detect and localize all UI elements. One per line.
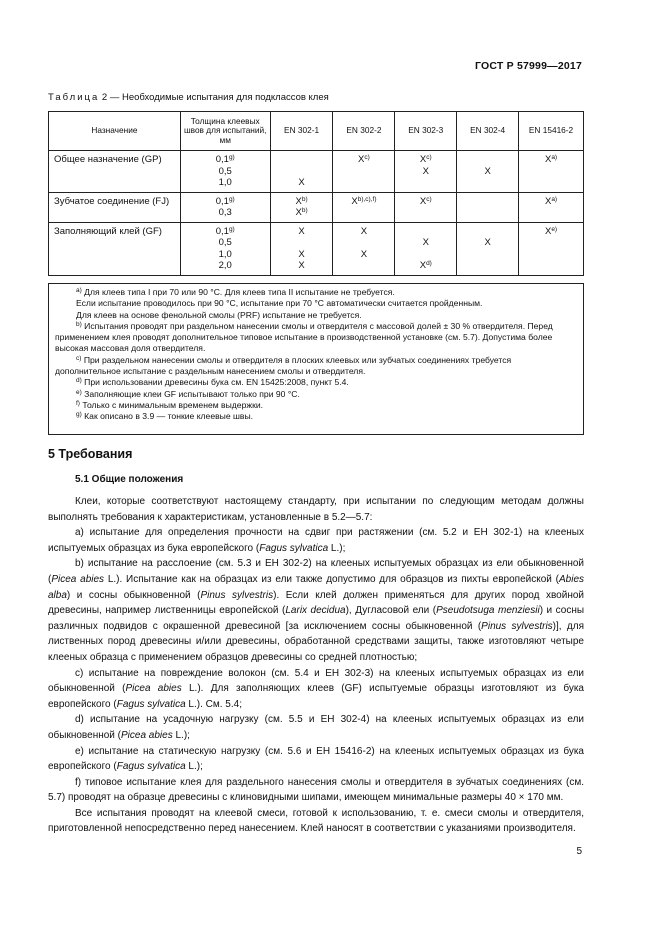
paragraph bbox=[48, 525, 584, 556]
test-mark bbox=[457, 154, 518, 166]
header-en302-3: EN 302-3 bbox=[395, 112, 457, 151]
table-body bbox=[49, 151, 584, 276]
footnote-marker: d) bbox=[76, 377, 82, 385]
test-mark bbox=[519, 207, 583, 219]
row-thickness bbox=[180, 151, 270, 193]
mark-x: X bbox=[298, 225, 305, 237]
test-cell bbox=[333, 151, 395, 193]
header-thickness: Толщина клеевых швов для испытаний, мм bbox=[180, 112, 270, 151]
species-name: Pseudotsuga menziesii bbox=[436, 605, 540, 617]
thickness-value bbox=[181, 196, 270, 208]
text-run: c) испытание на повреждение волокон (см. 5.4 и ЕН 302-3) на клееных испытуемых образцах из ели обыкновенной ( bbox=[48, 667, 584, 695]
thickness-value bbox=[181, 226, 270, 238]
footnote bbox=[55, 298, 577, 309]
test-mark bbox=[333, 196, 394, 208]
text-run: L.); bbox=[172, 729, 190, 741]
test-mark bbox=[333, 226, 394, 238]
species-name: Pinus sylvestris bbox=[200, 589, 274, 601]
species-name: Fagus sylvatica bbox=[116, 761, 186, 773]
test-cell bbox=[270, 151, 333, 193]
text-run: Все испытания проводят на клеевой смеси, готовой к использованию, т. е. смеси смолы и отвердителя, приготовленной непосредственно перед нанесением. Клей наносят в соответствии с указаниями производителя. bbox=[48, 807, 584, 835]
test-mark bbox=[333, 166, 394, 178]
test-cell bbox=[395, 222, 457, 275]
footnote-ref: b),c),f) bbox=[357, 195, 377, 203]
mark-x: X bbox=[484, 165, 491, 177]
test-cell bbox=[457, 222, 519, 275]
paragraph bbox=[48, 712, 584, 743]
test-mark bbox=[457, 249, 518, 261]
thickness-number: 2,0 bbox=[218, 260, 232, 271]
test-mark bbox=[333, 249, 394, 261]
row-purpose: Заполняющий клей (GF) bbox=[49, 222, 181, 275]
thickness-value bbox=[181, 249, 270, 261]
footnote-ref: c) bbox=[426, 195, 432, 203]
text-run: f) типовое испытание клея для раздельного нанесения смолы и отвердителя в зубчатых соединениях (см. 5.7) проводят на образце древесины с клиновидными шипами, имеющем минимальные размеры 40 × 170 мм. bbox=[48, 776, 584, 804]
footnote bbox=[55, 310, 577, 321]
footnote-ref: a) bbox=[551, 195, 558, 203]
footnote-marker: a) bbox=[76, 287, 82, 294]
test-mark bbox=[519, 196, 583, 208]
test-cell bbox=[519, 151, 584, 193]
subsection-title: 5.1 Общие положения bbox=[75, 474, 184, 485]
row-purpose: Общее назначение (GP) bbox=[49, 151, 181, 193]
table-row bbox=[49, 192, 584, 222]
text-run: a) испытание для определения прочности на сдвиг при растяжении (см. 5.2 и ЕН 302-1) на клееных испытуемых образцах из бука европейского ( bbox=[48, 527, 584, 554]
mark-x: X bbox=[419, 154, 427, 165]
footnote-text: При использовании древесины бука см. EN 15425:2008, пункт 5.4. bbox=[84, 377, 349, 388]
test-cell bbox=[333, 192, 395, 222]
test-mark bbox=[519, 260, 583, 272]
mark-x: X bbox=[360, 225, 368, 237]
species-name: Fagus sylvatica bbox=[259, 542, 329, 554]
test-mark bbox=[457, 260, 518, 272]
mark-x: X bbox=[358, 154, 365, 165]
header-en15416-2: EN 15416-2 bbox=[519, 112, 584, 151]
test-mark bbox=[271, 196, 333, 208]
test-mark bbox=[519, 226, 583, 238]
text-run: ). Если клей должен применяться для других пород хвойной древесины, например лиственницы европейской ( bbox=[48, 589, 585, 617]
test-mark bbox=[457, 207, 518, 219]
footnote-marker: b) bbox=[76, 320, 82, 328]
thickness-value bbox=[181, 154, 270, 166]
test-cell bbox=[457, 151, 519, 193]
test-cell bbox=[519, 222, 584, 275]
table-row bbox=[49, 222, 584, 275]
footnote bbox=[55, 400, 577, 411]
footnote-text: При раздельном нанесении смолы и отвердителя в плоских клеевых или зубчатых соединениях требуется дополнительное испытание с раздельным нанесением смолы и отвердителя. bbox=[55, 354, 512, 377]
table-caption-text: 2 — Необходимые испытания для подклассов клея bbox=[101, 92, 329, 103]
paragraph bbox=[48, 666, 584, 713]
standard-number: ГОСТ Р 57999—2017 bbox=[474, 60, 582, 72]
footnote-text: Если испытание проводилось при 90 °C, испытание при 70 °C автоматически считается пройденным. bbox=[76, 298, 483, 309]
thickness-value bbox=[181, 237, 270, 249]
text-run: L.). Для заполняющих клеев (GF) испытуемые образцы изготовляют из бука европейского ( bbox=[48, 683, 584, 710]
table-caption bbox=[48, 92, 329, 103]
test-cell bbox=[395, 151, 457, 193]
mark-x: X bbox=[298, 260, 305, 271]
footnote bbox=[55, 321, 577, 355]
mark-x: X bbox=[419, 195, 427, 207]
row-thickness bbox=[180, 222, 270, 275]
body-text bbox=[48, 494, 584, 837]
test-mark bbox=[271, 177, 333, 189]
species-name: Pinus sylvestris bbox=[481, 620, 553, 632]
footnote-ref: b) bbox=[301, 195, 308, 203]
test-mark bbox=[457, 166, 518, 178]
text-run: ) и сосны обыкновенной ( bbox=[66, 589, 201, 601]
test-mark bbox=[395, 196, 456, 208]
text-run: ), Дугласовой ели ( bbox=[345, 605, 437, 617]
text-run: ) и сосны различных подвидов с окрашенной древесиной [за исключением сосны обыкновенной ( bbox=[48, 605, 585, 632]
test-cell bbox=[457, 192, 519, 222]
footnote bbox=[55, 389, 577, 400]
test-mark bbox=[519, 237, 583, 249]
test-mark bbox=[333, 207, 394, 219]
test-mark bbox=[519, 154, 583, 166]
header-en302-4: EN 302-4 bbox=[457, 112, 519, 151]
mark-x: X bbox=[544, 195, 552, 207]
footnote-ref: c) bbox=[364, 154, 370, 161]
test-mark bbox=[395, 207, 456, 219]
footnote-text: Испытания проводят при раздельном нанесении смолы и отвердителя с массовой долей ± 30 % отвердителя. Перед применением клея проводят дополнительное типовое испытание в производственной установке (см. 5.7). Допустима более высокая массовая доля отвердителя. bbox=[55, 320, 553, 354]
text-run: L.). Испытание как на образцах из ели также допустимо для образцов из пихты европейской ( bbox=[104, 573, 559, 585]
species-name: Picea abies bbox=[121, 729, 173, 741]
thickness-number: 1,0 bbox=[218, 248, 232, 260]
row-purpose: Зубчатое соединение (FJ) bbox=[49, 192, 181, 222]
mark-x: X bbox=[422, 237, 429, 248]
species-name: Fagus sylvatica bbox=[116, 698, 186, 710]
paragraph bbox=[48, 775, 584, 806]
thickness-number: 0,5 bbox=[218, 165, 232, 177]
test-mark bbox=[457, 226, 518, 238]
test-mark bbox=[395, 260, 456, 272]
test-mark bbox=[395, 249, 456, 261]
paragraph bbox=[48, 494, 584, 525]
text-run: L.). См. 5.4; bbox=[185, 698, 242, 710]
mark-x: X bbox=[351, 195, 358, 207]
mark-x: X bbox=[360, 248, 368, 260]
header-en302-2: EN 302-2 bbox=[333, 112, 395, 151]
test-mark bbox=[271, 226, 333, 238]
table-footnotes bbox=[48, 283, 584, 435]
table-header-row bbox=[49, 112, 584, 151]
test-mark bbox=[271, 249, 333, 261]
test-cell bbox=[395, 192, 457, 222]
footnote-text: Как описано в 3.9 — тонкие клеевые швы. bbox=[84, 411, 254, 422]
test-mark bbox=[457, 196, 518, 208]
footnote-text: Заполняющие клеи GF испытывают только при 90 °C. bbox=[84, 388, 300, 399]
thickness-number: 0,5 bbox=[218, 237, 232, 248]
table-row bbox=[49, 151, 584, 193]
footnote-ref: a) bbox=[551, 154, 558, 161]
footnote-ref: g) bbox=[228, 195, 235, 203]
text-run: Клеи, которые соответствуют настоящему стандарту, при испытании по следующим методам должны выполнять требования к характеристикам, установленные в 5.2—5.7: bbox=[48, 496, 584, 523]
text-run: L.); bbox=[185, 761, 203, 773]
table-caption-label: Таблица bbox=[48, 92, 100, 103]
thickness-number: 1,0 bbox=[218, 177, 232, 188]
test-mark bbox=[271, 237, 333, 249]
mark-x: X bbox=[295, 195, 302, 207]
page-number: 5 bbox=[576, 846, 582, 857]
test-mark bbox=[519, 166, 583, 178]
thickness-value bbox=[181, 260, 270, 272]
mark-x: X bbox=[544, 225, 552, 237]
paragraph bbox=[48, 744, 584, 775]
footnote-marker: c) bbox=[76, 354, 82, 362]
footnote-marker: f) bbox=[76, 399, 80, 407]
species-name: Picea abies bbox=[51, 573, 105, 585]
footnote-marker: g) bbox=[76, 411, 82, 419]
footnote-ref: d) bbox=[426, 260, 432, 267]
thickness-number: 0,1 bbox=[215, 154, 229, 165]
text-run: d) испытание на усадочную нагрузку (см. 5.5 и ЕН 302-4) на клееных испытуемых образцах из ели обыкновенной ( bbox=[48, 714, 584, 741]
mark-x: X bbox=[422, 165, 429, 177]
test-mark bbox=[333, 237, 394, 249]
test-mark bbox=[519, 177, 583, 189]
requirements-table bbox=[48, 111, 584, 276]
test-mark bbox=[395, 237, 456, 249]
text-run: e) испытание на статическую нагрузку (см. 5.6 и ЕН 15416-2) на клееных испытуемых образцах из бука европейского ( bbox=[48, 745, 584, 773]
footnote bbox=[55, 377, 577, 388]
test-cell bbox=[333, 222, 395, 275]
header-en302-1: EN 302-1 bbox=[270, 112, 333, 151]
test-mark bbox=[333, 177, 394, 189]
text-run: )], для лиственных пород древесины и/или древесины, обработанной средствами защиты, также изготовляют четыре клееных образца с применением образцов древесины со средней плотностью; bbox=[48, 620, 585, 663]
test-mark bbox=[395, 226, 456, 238]
thickness-number: 0,1 bbox=[215, 225, 229, 237]
test-mark bbox=[395, 177, 456, 189]
footnote-ref: g) bbox=[228, 225, 235, 233]
mark-x: X bbox=[419, 260, 427, 271]
text-run: b) испытание на расслоение (см. 5.3 и ЕН 302-2) на клееных испытуемых образцах из ели обыкновенной ( bbox=[48, 558, 584, 585]
mark-x: X bbox=[544, 154, 552, 165]
species-name: Abies alba bbox=[48, 573, 584, 601]
test-mark bbox=[271, 207, 333, 219]
paragraph bbox=[48, 556, 584, 665]
test-mark bbox=[395, 154, 456, 166]
footnote-text: Для клеев на основе фенольной смолы (PRF) испытание не требуется. bbox=[76, 309, 362, 320]
test-cell bbox=[270, 192, 333, 222]
test-mark bbox=[333, 154, 394, 166]
header-purpose: Назначение bbox=[49, 112, 181, 151]
mark-x: X bbox=[298, 248, 305, 260]
test-cell bbox=[519, 192, 584, 222]
test-mark bbox=[395, 166, 456, 178]
footnote-ref: e) bbox=[551, 225, 558, 233]
test-mark bbox=[333, 260, 394, 272]
row-thickness bbox=[180, 192, 270, 222]
thickness-number: 0,1 bbox=[215, 195, 229, 207]
test-cell bbox=[270, 222, 333, 275]
test-mark bbox=[271, 260, 333, 272]
footnote bbox=[55, 411, 577, 422]
species-name: Picea abies bbox=[125, 683, 182, 695]
test-mark bbox=[271, 166, 333, 178]
footnote-marker: e) bbox=[76, 388, 82, 396]
footnote-text: Только с минимальным временем выдержки. bbox=[82, 399, 264, 410]
test-mark bbox=[271, 154, 333, 166]
footnote-ref: c) bbox=[426, 154, 432, 161]
text-run: L.); bbox=[328, 542, 346, 554]
mark-x: X bbox=[298, 177, 305, 188]
paragraph bbox=[48, 806, 584, 837]
test-mark bbox=[457, 177, 518, 189]
section-title: 5 Требования bbox=[48, 447, 133, 461]
footnote-text: Для клеев типа I при 70 или 90 °C. Для клеев типа II испытание не требуется. bbox=[84, 287, 395, 297]
test-mark bbox=[519, 249, 583, 261]
mark-x: X bbox=[484, 237, 491, 248]
footnote bbox=[55, 287, 577, 298]
thickness-value bbox=[181, 177, 270, 189]
test-mark bbox=[457, 237, 518, 249]
thickness-number: 0,3 bbox=[218, 207, 232, 218]
footnote-ref: b) bbox=[301, 207, 308, 214]
mark-x: X bbox=[295, 207, 302, 218]
species-name: Larix decidua bbox=[285, 605, 346, 617]
footnote-ref: g) bbox=[228, 154, 235, 161]
footnote bbox=[55, 355, 577, 378]
thickness-value bbox=[181, 166, 270, 178]
thickness-value bbox=[181, 207, 270, 219]
